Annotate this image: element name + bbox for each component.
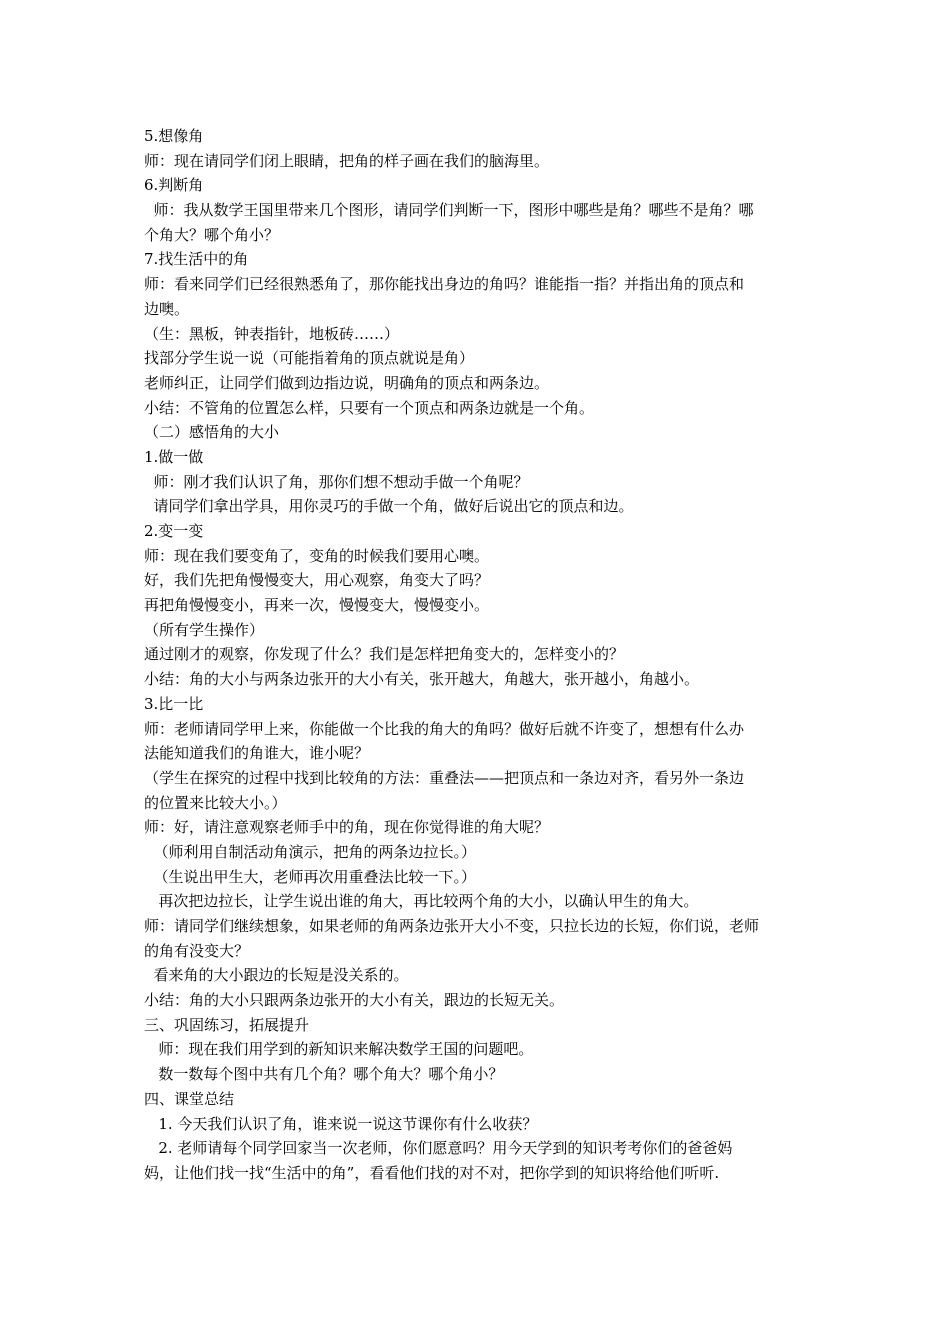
paragraph-line: （生：黑板，钟表指针，地板砖……） — [144, 324, 400, 343]
paragraph-line: 边噢。 — [144, 299, 190, 318]
paragraph-line: 师：刚才我们认识了角，那你们想不想动手做一个角呢？ — [144, 472, 529, 491]
paragraph-line: 师：现在请同学们闭上眼睛，把角的样子画在我们的脑海里。 — [144, 151, 550, 170]
paragraph-line: 找部分学生说一说（可能指着角的顶点就说是角） — [144, 349, 475, 368]
heading-find-angles-in-life: 7.找生活中的角 — [144, 250, 249, 269]
paragraph-line: 师：好，请注意观察老师手中的角，现在你觉得谁的角大呢？ — [144, 818, 550, 837]
paragraph-line: 通过刚才的观察，你发现了什么？我们是怎样把角变大的，怎样变小的？ — [144, 645, 625, 664]
paragraph-line: 师：现在我们要变角了，变角的时候我们要用心噢。 — [144, 546, 490, 565]
paragraph-line: 师：现在我们用学到的新知识来解决数学王国的问题吧。 — [144, 1040, 534, 1059]
heading-judge-angle: 6.判断角 — [144, 176, 204, 195]
paragraph-line: 师：老师请同学甲上来，你能做一个比我的角大的角吗？做好后就不许变了，想想有什么办 — [144, 719, 745, 738]
paragraph-line: 好，我们先把角慢慢变大，用心观察，角变大了吗？ — [144, 571, 490, 590]
heading-make-angle: 1.做一做 — [144, 447, 204, 466]
summary-line: 小结：角的大小与两条边张开的大小有关，张开越大，角越大，张开越小，角越小。 — [144, 670, 700, 689]
summary-line: 小结：不管角的位置怎么样，只要有一个顶点和两条边就是一个角。 — [144, 398, 595, 417]
paragraph-line: 老师纠正，让同学们做到边指边说，明确角的顶点和两条边。 — [144, 373, 550, 392]
paragraph-line: 妈，让他们找一找“生活中的角”，看看他们找的对不对，把你学到的知识将给他们听听. — [144, 1163, 720, 1182]
paragraph-line: 的角有没变大？ — [144, 941, 250, 960]
heading-change-angle: 2.变一变 — [144, 522, 204, 540]
paragraph-line: 数一数每个图中共有几个角？哪个角大？哪个角小？ — [144, 1065, 504, 1084]
list-item: 2. 老师请每个同学回家当一次老师，你们愿意吗？用今天学到的知识考考你们的爸爸妈 — [144, 1139, 733, 1158]
list-item: 1. 今天我们认识了角，谁来说一说这节课你有什么收获？ — [144, 1114, 538, 1133]
heading-compare-angle: 3.比一比 — [144, 694, 204, 713]
paragraph-line: （生说出甲生大，老师再次用重叠法比较一下。） — [144, 867, 477, 886]
paragraph-line: 法能知道我们的角谁大，谁小呢？ — [144, 744, 370, 763]
document-body — [144, 124, 812, 1186]
paragraph-line: 师：我从数学王国里带来几个图形，请同学们判断一下，图形中哪些是角？哪些不是角？哪 — [144, 201, 754, 220]
paragraph-line: 师：请同学们继续想象，如果老师的角两条边张开大小不变，只拉长边的长短，你们说，老师 — [144, 917, 760, 935]
paragraph-line: 看来角的大小跟边的长短是没关系的。 — [144, 966, 409, 985]
section-heading-angle-size: （二）感悟角的大小 — [144, 423, 280, 442]
heading-imagine-angle: 5.想像角 — [144, 127, 204, 145]
paragraph-line: 请同学们拿出学具，用你灵巧的手做一个角，做好后说出它的顶点和边。 — [144, 497, 634, 516]
section-heading-practice: 三、巩固练习，拓展提升 — [144, 1015, 310, 1034]
paragraph-line: （师利用自制活动角演示，把角的两条边拉长。） — [144, 842, 477, 861]
paragraph-line: 再次把边拉长，让学生说出谁的角大，再比较两个角的大小，以确认甲生的角大。 — [144, 892, 699, 911]
paragraph-line: 再把角慢慢变小，再来一次，慢慢变大，慢慢变小。 — [144, 596, 490, 615]
paragraph-line: 个角大？哪个角小？ — [144, 225, 280, 244]
paragraph-line: 的位置来比较大小。） — [144, 793, 287, 812]
paragraph-line: （学生在探究的过程中找到比较角的方法：重叠法——把顶点和一条边对齐，看另外一条边 — [144, 768, 745, 787]
section-heading-summary: 四、课堂总结 — [144, 1089, 235, 1108]
paragraph-line: （所有学生操作） — [144, 620, 265, 639]
paragraph-line: 师：看来同学们已经很熟悉角了，那你能找出身边的角吗？谁能指一指？并指出角的顶点和 — [144, 275, 745, 294]
summary-line: 小结：角的大小只跟两条边张开的大小有关，跟边的长短无关。 — [144, 991, 565, 1010]
